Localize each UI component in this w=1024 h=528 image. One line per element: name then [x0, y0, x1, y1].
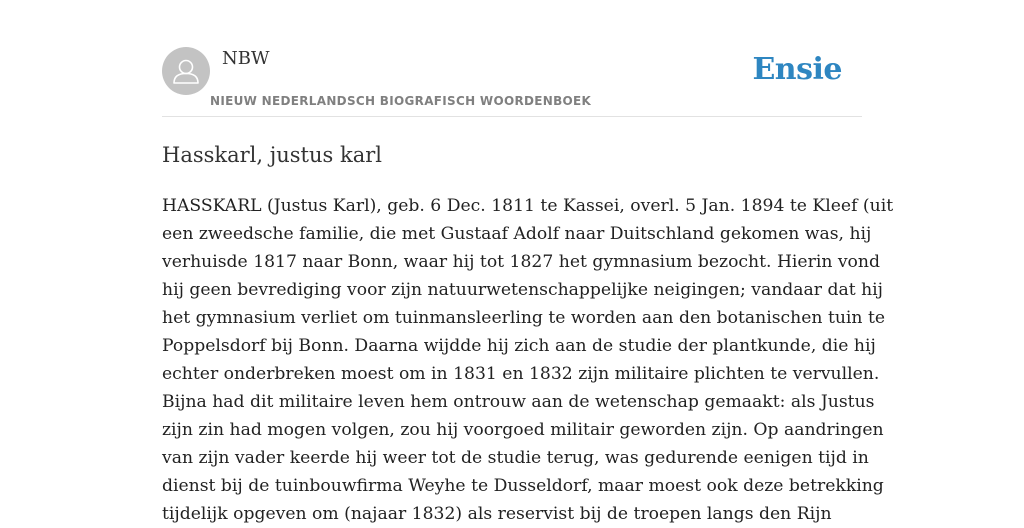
article-line: Bijna had dit militaire leven hem ontrouw aan de wetenschap gemaakt: als Justus: [162, 392, 875, 412]
author-name[interactable]: NBW: [222, 48, 270, 69]
article-line: Poppelsdorf bij Bonn. Daarna wijdde hij zich aan de studie der plantkunde, die hij: [162, 336, 876, 356]
user-silhouette-icon: [162, 47, 210, 95]
site-header: [162, 46, 862, 117]
article-line: tijdelijk opgeven om (najaar 1832) als reservist bij de troepen langs den Rijn: [162, 504, 832, 524]
source-title: NIEUW NEDERLANDSCH BIOGRAFISCH WOORDENBOEK: [210, 94, 592, 108]
article-line: echter onderbreken moest om in 1831 en 1832 zijn militaire plichten te vervullen.: [162, 364, 880, 384]
article-line: een zweedsche familie, die met Gustaaf Adolf naar Duitschland gekomen was, hij: [162, 224, 872, 244]
brand-logo[interactable]: Ensie: [752, 52, 842, 87]
article-line: HASSKARL (Justus Karl), geb. 6 Dec. 1811 te Kassei, overl. 5 Jan. 1894 te Kleef (uit: [162, 196, 894, 216]
article-line: verhuisde 1817 naar Bonn, waar hij tot 1827 het gymnasium bezocht. Hierin vond: [162, 252, 880, 272]
article-line: hij geen bevrediging voor zijn natuurwetenschappelijke neigingen; vandaar dat hij: [162, 280, 883, 300]
article-line: het gymnasium verliet om tuinmansleerling te worden aan den botanischen tuin te: [162, 308, 886, 328]
article-line: zijn zin had mogen volgen, zou hij voorgoed militair geworden zijn. Op aandringen: [162, 420, 884, 440]
page-title: Hasskarl, justus karl: [162, 143, 382, 167]
article-body: [162, 192, 894, 528]
author-avatar[interactable]: [162, 47, 210, 95]
article-line: van zijn vader keerde hij weer tot de studie terug, was gedurende eenigen tijd in: [162, 448, 869, 468]
article-line: dienst bij de tuinbouwfirma Weyhe te Dusseldorf, maar moest ook deze betrekking: [162, 476, 884, 496]
